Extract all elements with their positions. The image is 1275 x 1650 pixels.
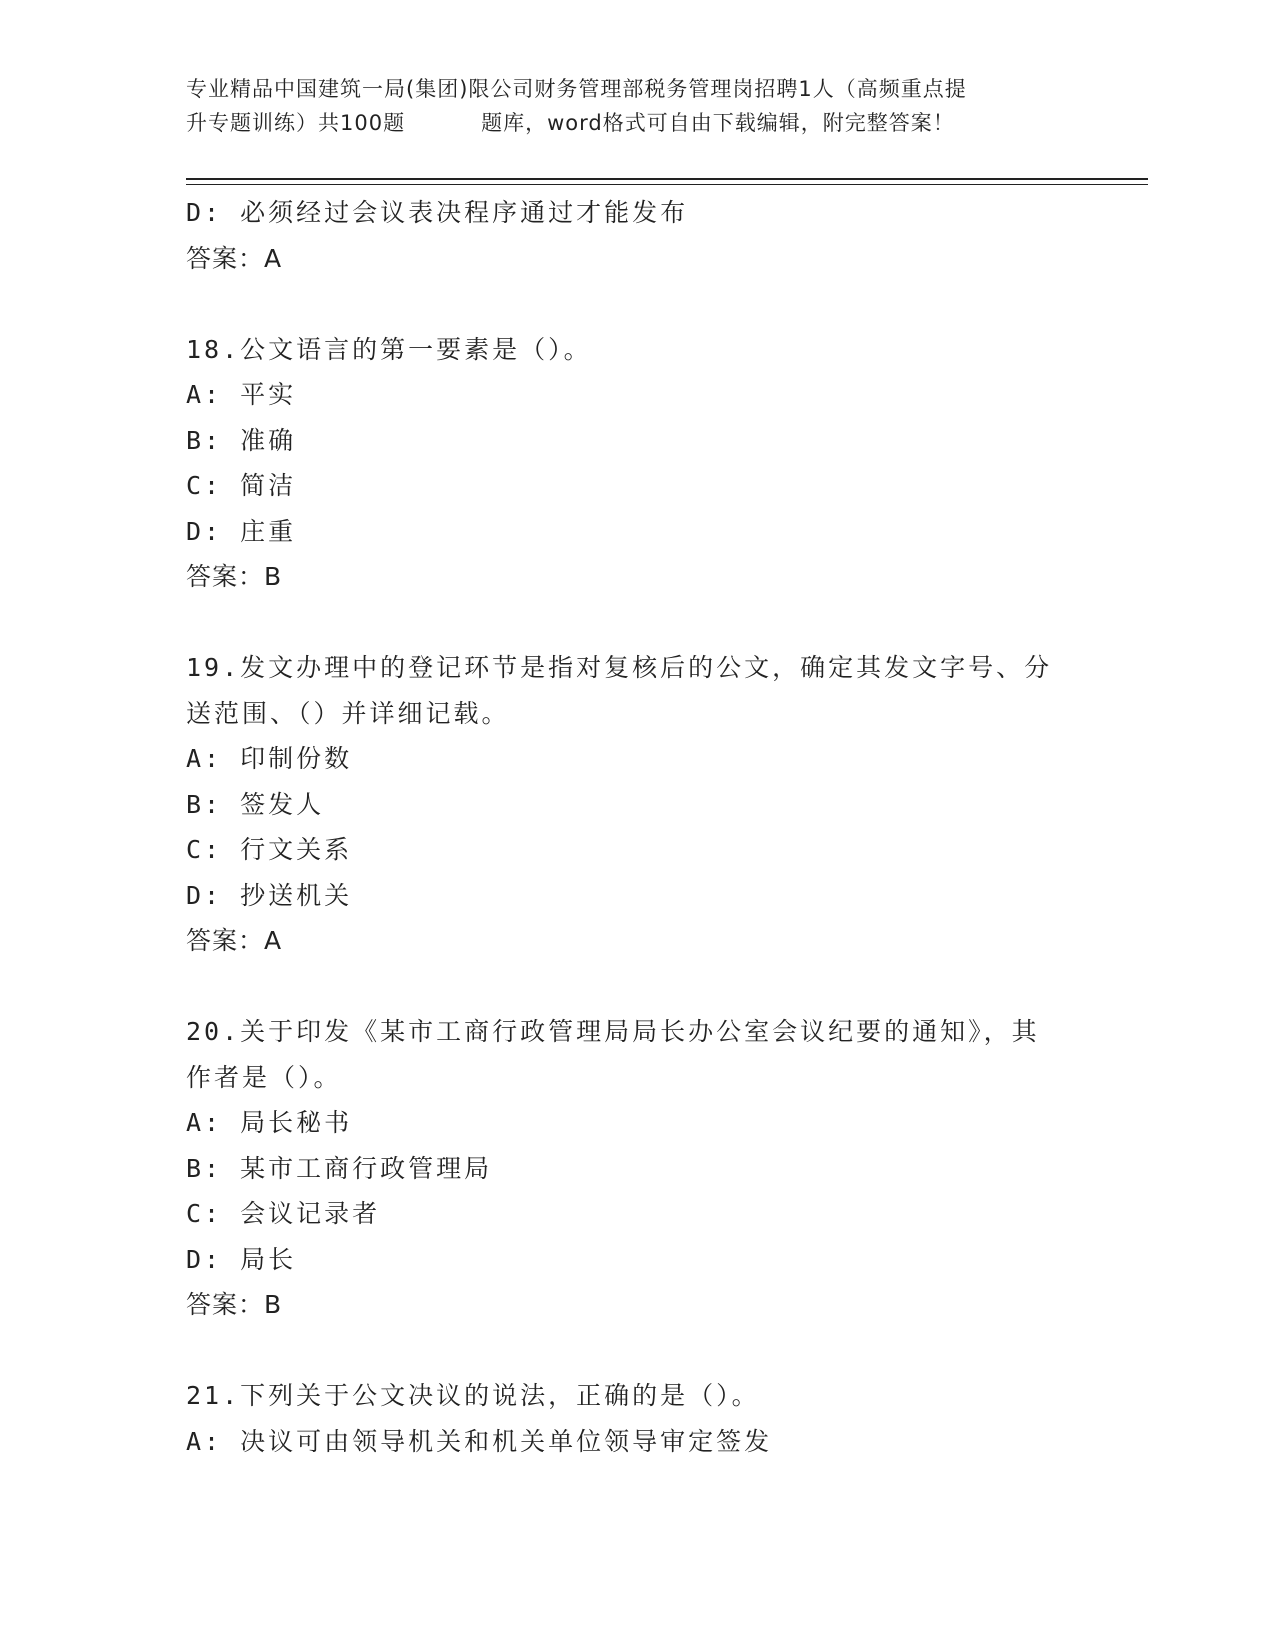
question-text: 20.关于印发《某市工商行政管理局局长办公室会议纪要的通知》，其 (186, 1017, 1040, 1046)
answer: 答案：B (186, 1290, 283, 1319)
header-line-2-right: 题库，word格式可自由下载编辑，附完整答案！ (481, 111, 955, 135)
question-text: 19.发文办理中的登记环节是指对复核后的公文，确定其发文字号、分 (186, 653, 1053, 682)
header-line-1: 专业精品中国建筑一局(集团)限公司财务管理部税务管理岗招聘1人（高频重点提 (186, 77, 967, 101)
option-a: A: 印制份数 (186, 744, 353, 773)
option-c: C: 行文关系 (186, 835, 353, 864)
option-c: C: 会议记录者 (186, 1199, 381, 1228)
question-19 (186, 645, 1086, 964)
option-b: B: 准确 (186, 425, 297, 455)
header-rule-thin (186, 184, 1148, 185)
header-rule-thick (186, 178, 1148, 180)
question-text-cont: 作者是（）。 (186, 1062, 342, 1092)
page-header (186, 72, 1146, 140)
question-18 (186, 327, 1086, 600)
option-a: A: 平实 (186, 380, 297, 409)
question-text-cont: 送范围、（）并详细记载。 (186, 698, 510, 728)
question-20 (186, 1009, 1086, 1328)
answer: 答案：B (186, 562, 283, 591)
prev-option-d: D: 必须经过会议表决程序通过才能发布 (186, 198, 689, 227)
header-line-2 (186, 106, 1146, 140)
option-c: C: 简洁 (186, 471, 297, 500)
option-d: D: 庄重 (186, 516, 297, 546)
option-a: A: 决议可由领导机关和机关单位领导审定签发 (186, 1426, 773, 1456)
option-b: B: 签发人 (186, 789, 325, 819)
question-text: 21.下列关于公文决议的说法，正确的是（）。 (186, 1381, 760, 1410)
option-d: D: 抄送机关 (186, 880, 353, 910)
answer: 答案：A (186, 926, 283, 955)
option-a: A: 局长秘书 (186, 1108, 353, 1137)
header-line-2-left: 升专题训练）共100题 (186, 111, 406, 135)
question-21 (186, 1373, 1086, 1464)
prev-answer: 答案：A (186, 243, 283, 273)
question-text: 18.公文语言的第一要素是（）。 (186, 334, 592, 364)
option-d: D: 局长 (186, 1244, 297, 1274)
option-b: B: 某市工商行政管理局 (186, 1153, 493, 1183)
document-body (186, 190, 1086, 1464)
